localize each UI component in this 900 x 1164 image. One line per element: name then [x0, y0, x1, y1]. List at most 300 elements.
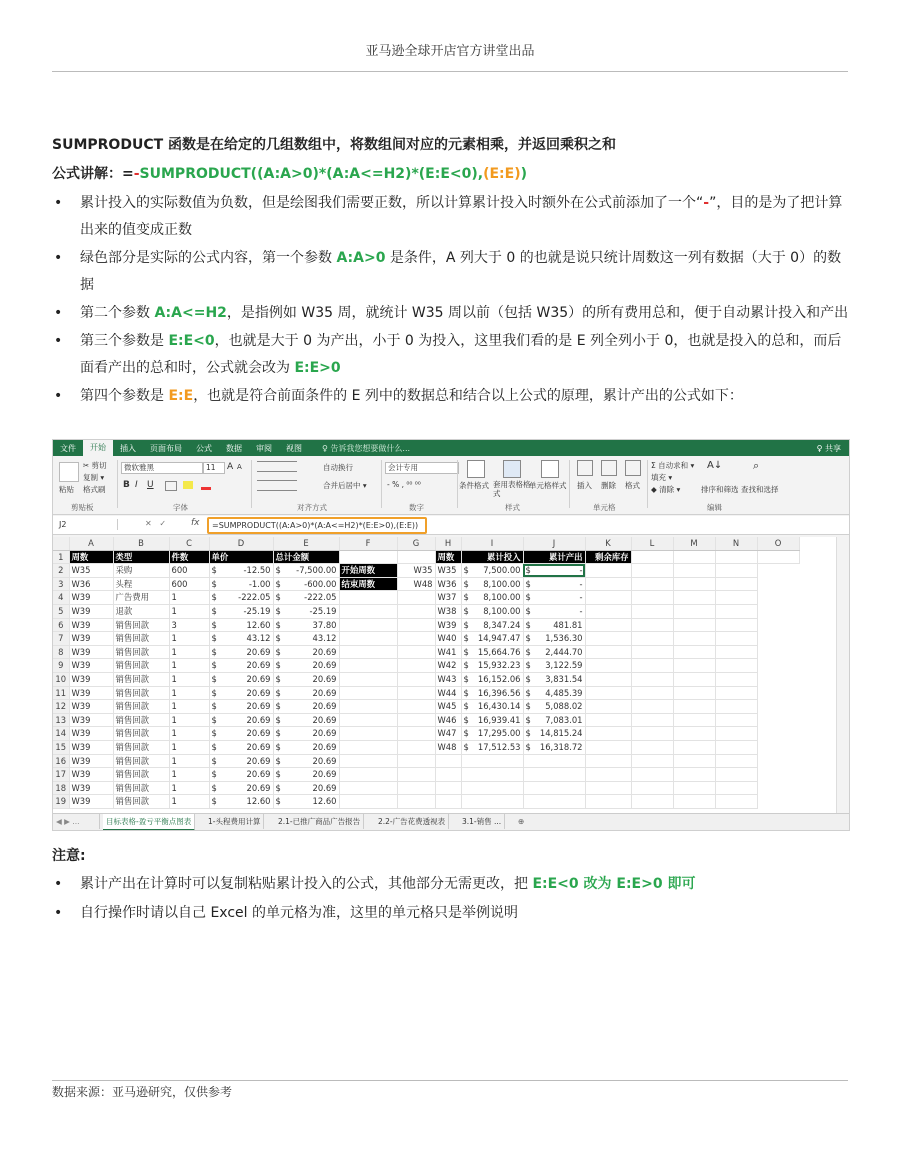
cell[interactable]: W35: [435, 564, 461, 578]
row-header[interactable]: 4: [53, 591, 69, 605]
row-header[interactable]: 13: [53, 713, 69, 727]
vertical-scrollbar[interactable]: [836, 537, 849, 813]
cell[interactable]: 销售回款: [113, 795, 169, 809]
cell[interactable]: [273, 659, 339, 673]
cell[interactable]: W39: [69, 672, 113, 686]
format-icon[interactable]: [625, 460, 641, 476]
cell[interactable]: [585, 645, 631, 659]
header-cell[interactable]: 总计金额: [273, 550, 339, 564]
cell[interactable]: [461, 604, 523, 618]
cell[interactable]: 销售回款: [113, 781, 169, 795]
cell[interactable]: W39: [69, 591, 113, 605]
cell[interactable]: 3: [169, 618, 209, 632]
cell[interactable]: W39: [69, 700, 113, 714]
autosum-button[interactable]: Σ 自动求和 ▾: [651, 461, 695, 470]
cell[interactable]: W38: [435, 604, 461, 618]
cut-button[interactable]: ✂ 剪切: [83, 461, 107, 470]
cell[interactable]: [273, 768, 339, 782]
cell[interactable]: [523, 591, 585, 605]
cell[interactable]: [273, 781, 339, 795]
cell[interactable]: [631, 713, 673, 727]
cell[interactable]: [397, 700, 435, 714]
conditional-format-icon[interactable]: [467, 460, 485, 478]
delete-icon[interactable]: [601, 460, 617, 476]
formula-input[interactable]: =SUMPRODUCT((A:A>0)*(A:A<=H2)*(E:E>0),(E:E)): [207, 517, 427, 534]
cell[interactable]: [585, 632, 631, 646]
cell[interactable]: [209, 645, 273, 659]
cell[interactable]: W35: [69, 564, 113, 578]
cell[interactable]: [435, 768, 461, 782]
sheet-tab[interactable]: 3.1-销售 ...: [459, 814, 505, 829]
tab-home[interactable]: 开始: [83, 440, 113, 456]
cell[interactable]: [585, 577, 631, 591]
cell[interactable]: [397, 727, 435, 741]
cell[interactable]: [339, 632, 397, 646]
cell[interactable]: [585, 672, 631, 686]
cell[interactable]: [715, 781, 757, 795]
cell[interactable]: W37: [435, 591, 461, 605]
cell[interactable]: 广告费用: [113, 591, 169, 605]
cell[interactable]: [435, 795, 461, 809]
cell[interactable]: [631, 604, 673, 618]
cell[interactable]: 1: [169, 754, 209, 768]
cell[interactable]: W44: [435, 686, 461, 700]
cell[interactable]: [461, 591, 523, 605]
cell[interactable]: [273, 618, 339, 632]
cell[interactable]: W39: [69, 754, 113, 768]
align-left-icon[interactable]: [257, 480, 297, 491]
row-header[interactable]: 7: [53, 632, 69, 646]
column-header[interactable]: H: [435, 537, 461, 550]
cell[interactable]: [461, 672, 523, 686]
cell[interactable]: [461, 577, 523, 591]
column-header[interactable]: B: [113, 537, 169, 550]
row-header[interactable]: 10: [53, 672, 69, 686]
cell[interactable]: [339, 768, 397, 782]
cell[interactable]: 1: [169, 740, 209, 754]
cell[interactable]: [397, 604, 435, 618]
cell[interactable]: W43: [435, 672, 461, 686]
cell[interactable]: [523, 632, 585, 646]
cell[interactable]: [209, 618, 273, 632]
cell[interactable]: [715, 768, 757, 782]
column-header[interactable]: M: [673, 537, 715, 550]
cell[interactable]: [585, 740, 631, 754]
cell-styles-button[interactable]: 单元格样式: [529, 481, 567, 490]
fill-color-icon[interactable]: [183, 481, 193, 489]
row-header[interactable]: 5: [53, 604, 69, 618]
cell[interactable]: [273, 604, 339, 618]
cell[interactable]: [715, 727, 757, 741]
merge-center-button[interactable]: 合并后居中 ▾: [323, 481, 367, 490]
cell[interactable]: [585, 768, 631, 782]
column-header[interactable]: I: [461, 537, 523, 550]
cell[interactable]: [397, 550, 435, 564]
cell[interactable]: [631, 727, 673, 741]
cell[interactable]: W39: [69, 740, 113, 754]
cell[interactable]: [209, 795, 273, 809]
cell[interactable]: [631, 618, 673, 632]
cell[interactable]: [339, 672, 397, 686]
cell[interactable]: 1: [169, 604, 209, 618]
cell[interactable]: [631, 740, 673, 754]
tab-data[interactable]: 数据: [226, 443, 242, 453]
cell[interactable]: [585, 754, 631, 768]
cell[interactable]: [523, 740, 585, 754]
cell[interactable]: 1: [169, 632, 209, 646]
sheet-tab[interactable]: 1-头程费用计算: [205, 814, 264, 829]
fill-button[interactable]: 填充 ▾: [651, 473, 673, 482]
cell[interactable]: [673, 659, 715, 673]
cell[interactable]: [209, 754, 273, 768]
cell[interactable]: [339, 604, 397, 618]
font-size-select[interactable]: 11: [203, 462, 225, 474]
cell[interactable]: [673, 781, 715, 795]
header-cell[interactable]: 累计投入: [461, 550, 523, 564]
cell[interactable]: [673, 577, 715, 591]
cell[interactable]: 退款: [113, 604, 169, 618]
wrap-text-button[interactable]: 自动换行: [323, 463, 353, 472]
cell[interactable]: 销售回款: [113, 713, 169, 727]
insert-icon[interactable]: [577, 460, 593, 476]
cell[interactable]: [397, 713, 435, 727]
cell[interactable]: [461, 686, 523, 700]
cell[interactable]: [339, 591, 397, 605]
cell[interactable]: 600: [169, 564, 209, 578]
column-header[interactable]: A: [69, 537, 113, 550]
conditional-format-button[interactable]: 条件格式: [459, 481, 489, 490]
cell[interactable]: W42: [435, 659, 461, 673]
column-header[interactable]: E: [273, 537, 339, 550]
cell[interactable]: [715, 550, 757, 564]
cell[interactable]: [523, 577, 585, 591]
cell[interactable]: [715, 645, 757, 659]
cell[interactable]: [209, 727, 273, 741]
cell[interactable]: [585, 781, 631, 795]
row-header[interactable]: 3: [53, 577, 69, 591]
cell[interactable]: W47: [435, 727, 461, 741]
cell[interactable]: [397, 618, 435, 632]
cell[interactable]: W39: [435, 618, 461, 632]
cell[interactable]: [585, 700, 631, 714]
row-header[interactable]: 15: [53, 740, 69, 754]
cell[interactable]: [631, 754, 673, 768]
end-week-value[interactable]: W48: [397, 577, 435, 591]
row-header[interactable]: 9: [53, 659, 69, 673]
header-cell[interactable]: 单价: [209, 550, 273, 564]
cell-grid[interactable]: [53, 537, 800, 809]
cell[interactable]: [339, 795, 397, 809]
cell[interactable]: [523, 781, 585, 795]
cell[interactable]: W36: [435, 577, 461, 591]
sort-filter-button[interactable]: 排序和筛选: [701, 485, 739, 494]
add-sheet-icon[interactable]: ⊕: [518, 817, 525, 826]
cell[interactable]: 销售回款: [113, 618, 169, 632]
start-week-label[interactable]: 开始周数: [339, 564, 397, 578]
cell[interactable]: [523, 713, 585, 727]
bold-button[interactable]: B: [123, 480, 130, 490]
cell[interactable]: 销售回款: [113, 768, 169, 782]
tell-me-box[interactable]: ♀ 告诉我您想要做什么...: [322, 443, 411, 453]
cell[interactable]: [273, 740, 339, 754]
cell[interactable]: [273, 686, 339, 700]
cell[interactable]: [631, 781, 673, 795]
header-cell[interactable]: 累计产出: [523, 550, 585, 564]
find-select-button[interactable]: 查找和选择: [741, 485, 779, 494]
cell[interactable]: W41: [435, 645, 461, 659]
delete-cells-button[interactable]: 删除: [601, 481, 616, 490]
cell[interactable]: [585, 659, 631, 673]
cell[interactable]: [585, 564, 631, 578]
cell[interactable]: [273, 591, 339, 605]
cell[interactable]: [631, 659, 673, 673]
number-format-buttons[interactable]: - % , ⁰⁰ ⁰⁰: [387, 480, 421, 489]
cell[interactable]: [631, 700, 673, 714]
cell[interactable]: [461, 754, 523, 768]
cell[interactable]: 1: [169, 768, 209, 782]
cell[interactable]: [209, 672, 273, 686]
row-header[interactable]: 6: [53, 618, 69, 632]
cell[interactable]: [715, 604, 757, 618]
align-top-icon[interactable]: [257, 461, 297, 472]
cell[interactable]: W39: [69, 632, 113, 646]
italic-button[interactable]: I: [135, 480, 138, 490]
cell[interactable]: 销售回款: [113, 700, 169, 714]
header-cell[interactable]: 类型: [113, 550, 169, 564]
cell[interactable]: [397, 591, 435, 605]
row-header[interactable]: 18: [53, 781, 69, 795]
row-header[interactable]: 16: [53, 754, 69, 768]
cell[interactable]: [209, 700, 273, 714]
tab-review[interactable]: 审阅: [256, 443, 272, 453]
cell[interactable]: [397, 768, 435, 782]
cell[interactable]: [673, 727, 715, 741]
cell[interactable]: [273, 754, 339, 768]
cell[interactable]: [631, 591, 673, 605]
number-format-select[interactable]: 会计专用: [385, 462, 459, 474]
cell[interactable]: [209, 740, 273, 754]
cell[interactable]: W40: [435, 632, 461, 646]
cell[interactable]: [209, 604, 273, 618]
cell[interactable]: [757, 550, 799, 564]
cell[interactable]: [631, 550, 673, 564]
cell[interactable]: [523, 659, 585, 673]
cell[interactable]: [673, 686, 715, 700]
header-cell[interactable]: 件数: [169, 550, 209, 564]
cell[interactable]: [209, 713, 273, 727]
header-cell[interactable]: 周数: [69, 550, 113, 564]
cell[interactable]: [273, 672, 339, 686]
cell[interactable]: [673, 795, 715, 809]
cell[interactable]: [673, 632, 715, 646]
cell[interactable]: W39: [69, 713, 113, 727]
cell[interactable]: [523, 564, 585, 578]
cell[interactable]: [673, 713, 715, 727]
cell[interactable]: [523, 618, 585, 632]
cell[interactable]: [339, 618, 397, 632]
cell[interactable]: W39: [69, 645, 113, 659]
cell[interactable]: [715, 591, 757, 605]
column-header[interactable]: C: [169, 537, 209, 550]
cell[interactable]: 1: [169, 659, 209, 673]
share-button[interactable]: ♀ 共享: [816, 443, 841, 453]
cell[interactable]: 1: [169, 645, 209, 659]
row-header[interactable]: 14: [53, 727, 69, 741]
cell[interactable]: [673, 754, 715, 768]
tab-view[interactable]: 视图: [286, 443, 302, 453]
cell[interactable]: [673, 645, 715, 659]
cell[interactable]: [273, 577, 339, 591]
cell[interactable]: 销售回款: [113, 740, 169, 754]
cell[interactable]: [339, 781, 397, 795]
cell[interactable]: W39: [69, 686, 113, 700]
cell[interactable]: [397, 632, 435, 646]
cell[interactable]: [523, 768, 585, 782]
cell[interactable]: [435, 781, 461, 795]
row-header[interactable]: 8: [53, 645, 69, 659]
table-format-icon[interactable]: [503, 460, 521, 478]
font-color-icon[interactable]: [201, 487, 211, 490]
cell[interactable]: [461, 768, 523, 782]
cell[interactable]: [523, 700, 585, 714]
cell[interactable]: W39: [69, 768, 113, 782]
clear-button[interactable]: ◆ 清除 ▾: [651, 485, 681, 494]
insert-cells-button[interactable]: 插入: [577, 481, 592, 490]
cell[interactable]: W39: [69, 727, 113, 741]
column-header[interactable]: G: [397, 537, 435, 550]
cell[interactable]: [461, 564, 523, 578]
tab-file[interactable]: 文件: [60, 443, 76, 453]
cell[interactable]: [461, 727, 523, 741]
select-all-corner[interactable]: [53, 537, 69, 550]
grow-font-button[interactable]: A: [227, 462, 234, 472]
header-cell[interactable]: 周数: [435, 550, 461, 564]
cell[interactable]: [461, 645, 523, 659]
cell[interactable]: [339, 686, 397, 700]
cell[interactable]: [209, 686, 273, 700]
cell[interactable]: [273, 727, 339, 741]
column-header[interactable]: N: [715, 537, 757, 550]
cell[interactable]: 销售回款: [113, 727, 169, 741]
cell[interactable]: [673, 604, 715, 618]
shrink-font-button[interactable]: A: [237, 463, 242, 471]
cell[interactable]: [339, 659, 397, 673]
cell[interactable]: 销售回款: [113, 632, 169, 646]
cell[interactable]: [631, 645, 673, 659]
cell[interactable]: W39: [69, 659, 113, 673]
cell[interactable]: [397, 686, 435, 700]
row-header[interactable]: 19: [53, 795, 69, 809]
cell[interactable]: [715, 700, 757, 714]
start-week-value[interactable]: W35: [397, 564, 435, 578]
cell[interactable]: [339, 713, 397, 727]
cell[interactable]: [631, 564, 673, 578]
cell[interactable]: [631, 686, 673, 700]
format-cells-button[interactable]: 格式: [625, 481, 640, 490]
cell[interactable]: [461, 713, 523, 727]
cell[interactable]: [209, 591, 273, 605]
cell[interactable]: 销售回款: [113, 672, 169, 686]
format-painter-button[interactable]: 格式刷: [83, 485, 106, 494]
cell[interactable]: [715, 672, 757, 686]
cell[interactable]: [673, 564, 715, 578]
sheet-tab[interactable]: 2.1-已推广商品广告报告: [275, 814, 364, 829]
cell[interactable]: [715, 754, 757, 768]
cell[interactable]: [273, 795, 339, 809]
cell[interactable]: [209, 659, 273, 673]
cell[interactable]: [339, 645, 397, 659]
tab-formulas[interactable]: 公式: [196, 443, 212, 453]
cell[interactable]: 600: [169, 577, 209, 591]
cell[interactable]: [461, 632, 523, 646]
row-header[interactable]: 12: [53, 700, 69, 714]
row-header[interactable]: 1: [53, 550, 69, 564]
cell[interactable]: [523, 754, 585, 768]
cell[interactable]: [209, 768, 273, 782]
cell[interactable]: [631, 632, 673, 646]
cell[interactable]: [673, 672, 715, 686]
cell[interactable]: [339, 550, 397, 564]
column-header[interactable]: D: [209, 537, 273, 550]
cell[interactable]: W39: [69, 781, 113, 795]
column-header[interactable]: K: [585, 537, 631, 550]
cell[interactable]: W39: [69, 795, 113, 809]
cell[interactable]: [273, 632, 339, 646]
cell[interactable]: 1: [169, 713, 209, 727]
cell[interactable]: [339, 700, 397, 714]
cell[interactable]: [631, 672, 673, 686]
cell[interactable]: [673, 618, 715, 632]
cell[interactable]: W39: [69, 618, 113, 632]
cell[interactable]: [523, 727, 585, 741]
cell[interactable]: [209, 781, 273, 795]
cell[interactable]: [397, 754, 435, 768]
cell[interactable]: 销售回款: [113, 754, 169, 768]
column-header[interactable]: O: [757, 537, 799, 550]
cell[interactable]: [397, 659, 435, 673]
cell[interactable]: [209, 577, 273, 591]
cell[interactable]: 销售回款: [113, 659, 169, 673]
row-header[interactable]: 11: [53, 686, 69, 700]
cell[interactable]: W45: [435, 700, 461, 714]
cell[interactable]: 1: [169, 781, 209, 795]
cell[interactable]: W46: [435, 713, 461, 727]
cell[interactable]: [585, 686, 631, 700]
cell[interactable]: [523, 645, 585, 659]
cell[interactable]: [339, 727, 397, 741]
cell[interactable]: 销售回款: [113, 686, 169, 700]
cell[interactable]: [585, 591, 631, 605]
row-header[interactable]: 2: [53, 564, 69, 578]
cell[interactable]: [715, 795, 757, 809]
cell[interactable]: 头程: [113, 577, 169, 591]
cell[interactable]: [715, 686, 757, 700]
cell[interactable]: 销售回款: [113, 645, 169, 659]
cell[interactable]: W48: [435, 740, 461, 754]
cell[interactable]: [339, 754, 397, 768]
cell[interactable]: [715, 713, 757, 727]
insert-function-icon[interactable]: fx: [191, 518, 200, 528]
cell[interactable]: [631, 795, 673, 809]
cell[interactable]: [461, 795, 523, 809]
spreadsheet-grid[interactable]: [53, 537, 836, 813]
cell[interactable]: [273, 564, 339, 578]
column-header[interactable]: F: [339, 537, 397, 550]
cell[interactable]: 1: [169, 672, 209, 686]
copy-button[interactable]: 复制 ▾: [83, 473, 105, 482]
cell[interactable]: 1: [169, 727, 209, 741]
cell[interactable]: [209, 564, 273, 578]
